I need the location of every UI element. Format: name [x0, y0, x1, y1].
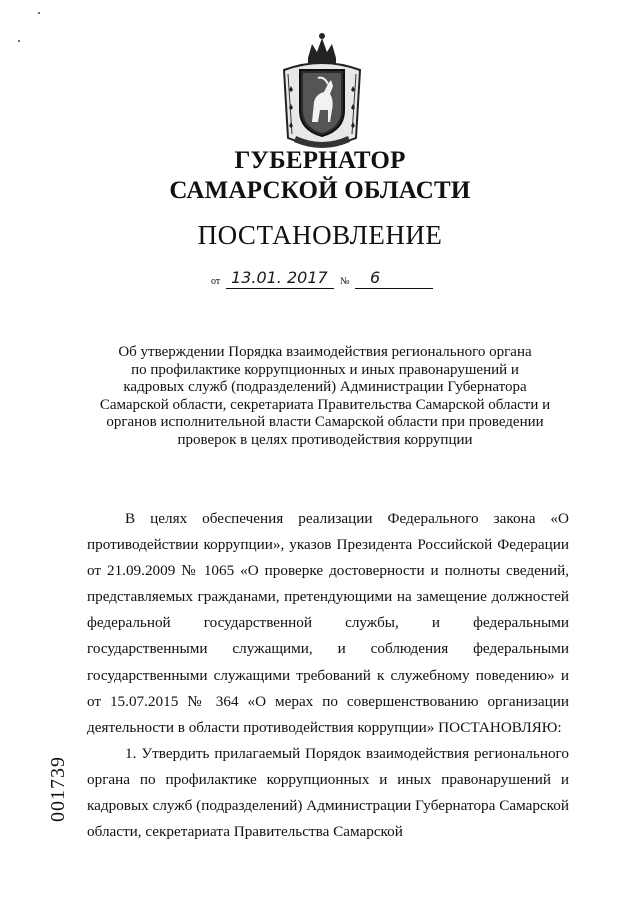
date-label: от [211, 276, 221, 287]
title-line: кадровых служб (подразделений) Администрации Губернатора [123, 379, 527, 396]
number-label: № [340, 276, 350, 287]
number-underline [355, 288, 433, 289]
authority-title-line1: ГУБЕРНАТОР [234, 147, 406, 174]
scan-speck [38, 12, 40, 14]
body-paragraph-item-1: 1. Утвердить прилагаемый Порядок взаимодействия регионального органа по профилактике коррупционных и иных правонарушений и кадровых служб (подразделений) Администрации Губернатора Самарской области, секретариата Правительства Самарской [87, 744, 569, 841]
document-type: ПОСТАНОВЛЕНИЕ [197, 220, 443, 250]
authority-title-line2: САМАРСКОЙ ОБЛАСТИ [169, 177, 471, 204]
document-body [87, 506, 569, 845]
date-number-line [0, 268, 640, 290]
document-date: 13.01. 2017 [231, 268, 328, 287]
margin-registration-number: 001739 [47, 756, 69, 822]
document-title [90, 344, 560, 450]
samara-coat-of-arms-icon [278, 30, 366, 150]
title-line: Об утверждении Порядка взаимодействия регионального органа [118, 344, 532, 360]
title-line: Самарской области, секретариата Правительства Самарской области и [99, 396, 551, 413]
title-line: органов исполнительной власти Самарской области при проведении [106, 414, 544, 431]
title-line: по профилактике коррупционных и иных правонарушений и [131, 361, 519, 378]
scan-speck [18, 40, 20, 42]
body-paragraph-preamble: В целях обеспечения реализации Федерального закона «О противодействии коррупции», указов Президента Российской Федерации от 21.09.2009 № 1065 «О проверке достоверности и полноты сведений, представляемых гражданами, претендующими на замещение должностей федеральной государственной службы, и федеральными государственными служащими, и соблюдения федеральными государственными служащими требований к служебному поведению» и от 15.07.2015 № 364 «О мерах по совершенствованию организации деятельности в области противодействия коррупции» ПОСТАНОВЛЯЮ: [87, 510, 569, 736]
document-number: 6 [370, 268, 381, 287]
title-line: проверок в целях противодействия коррупции [177, 431, 473, 448]
date-underline [226, 288, 334, 289]
